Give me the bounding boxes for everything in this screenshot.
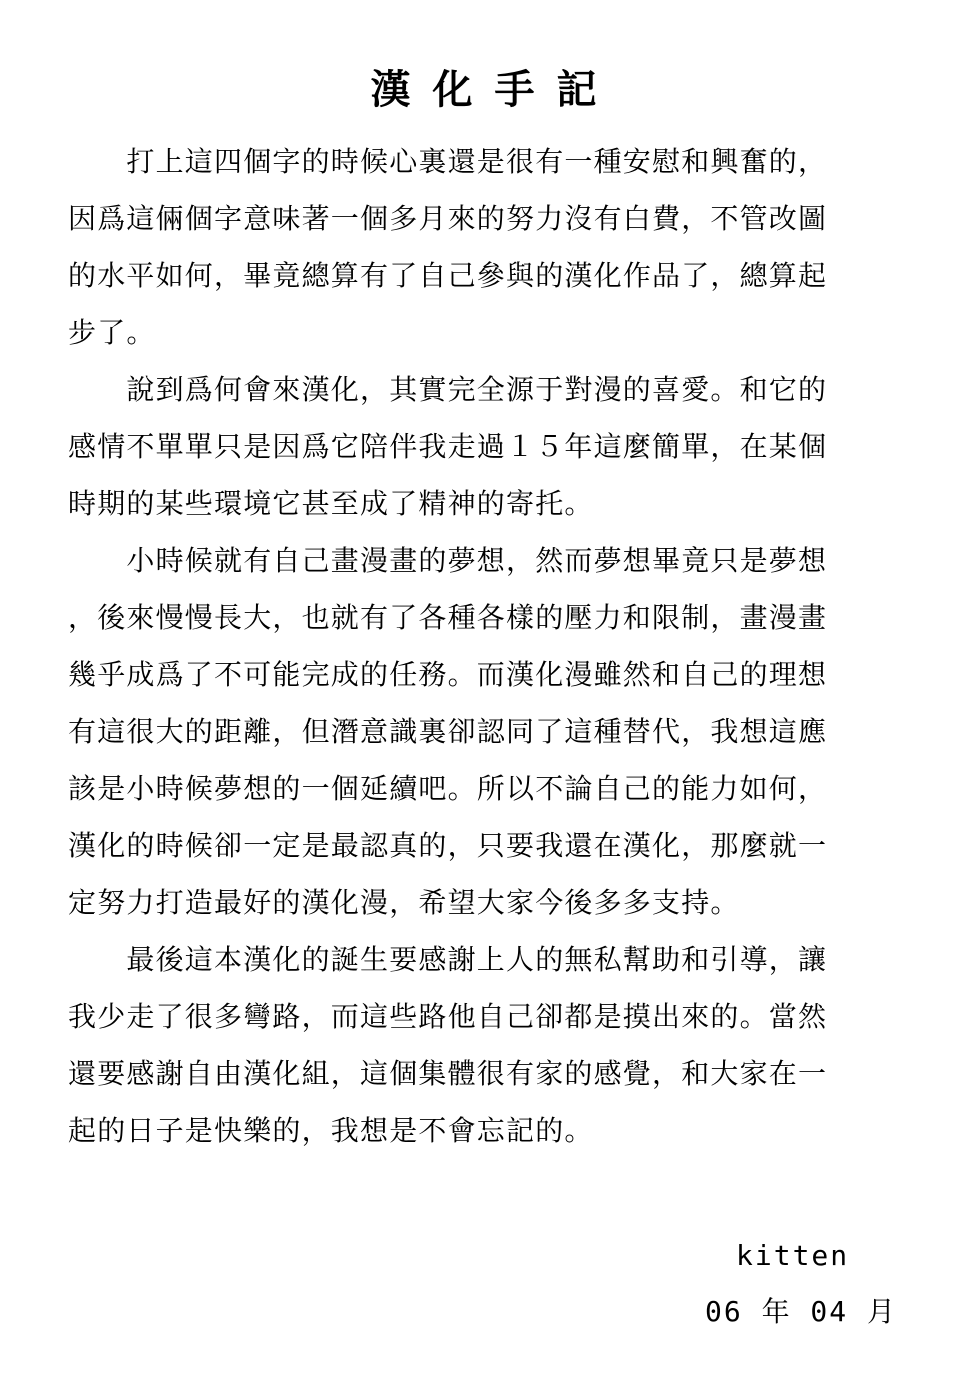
text-line: 因爲這倆個字意味著一個多月來的努力沒有白費，不管改圖 (68, 202, 828, 235)
text-line: 定努力打造最好的漢化漫，希望大家今後多多支持。 (68, 886, 740, 919)
text-line: 有這很大的距離，但潛意識裏卻認同了這種替代，我想這應 (68, 715, 828, 748)
text-line: 的水平如何，畢竟總算有了自己參與的漢化作品了，總算起 (68, 259, 828, 292)
text-line: 漢化的時候卻一定是最認真的，只要我還在漢化，那麼就一 (68, 829, 828, 862)
text-line: 該是小時候夢想的一個延續吧。所以不論自己的能力如何， (68, 772, 828, 805)
text-line: 打上這四個字的時候心裏還是很有一種安慰和興奮的， (68, 145, 828, 178)
text-line: 幾乎成爲了不可能完成的任務。而漢化漫雖然和自己的理想 (68, 658, 828, 691)
text-line: 說到爲何會來漢化，其實完全源于對漫的喜愛。和它的 (68, 373, 828, 406)
text-line: 起的日子是快樂的，我想是不會忘記的。 (68, 1114, 594, 1147)
text-line: 小時候就有自己畫漫畫的夢想，然而夢想畢竟只是夢想 (68, 544, 828, 577)
text-line: 感情不單單只是因爲它陪伴我走過１５年這麼簡單，在某個 (68, 430, 828, 463)
text-line: 還要感謝自由漢化組，這個集體很有家的感覺，和大家在一 (68, 1057, 828, 1090)
text-line: 步了。 (68, 316, 156, 349)
text-line: 最後這本漢化的誕生要感謝上人的無私幫助和引導，讓 (68, 943, 828, 976)
signature-author: kitten (736, 1239, 850, 1272)
text-line: ，後來慢慢長大，也就有了各種各樣的壓力和限制，畫漫畫 (68, 601, 828, 634)
signature-date: 06 年 04 月 (705, 1295, 898, 1328)
page-title: 漢化手記 (370, 67, 619, 113)
text-line: 時期的某些環境它甚至成了精神的寄托。 (68, 487, 594, 520)
text-line: 我少走了很多彎路，而這些路他自己卻都是摸出來的。當然 (68, 1000, 828, 1033)
